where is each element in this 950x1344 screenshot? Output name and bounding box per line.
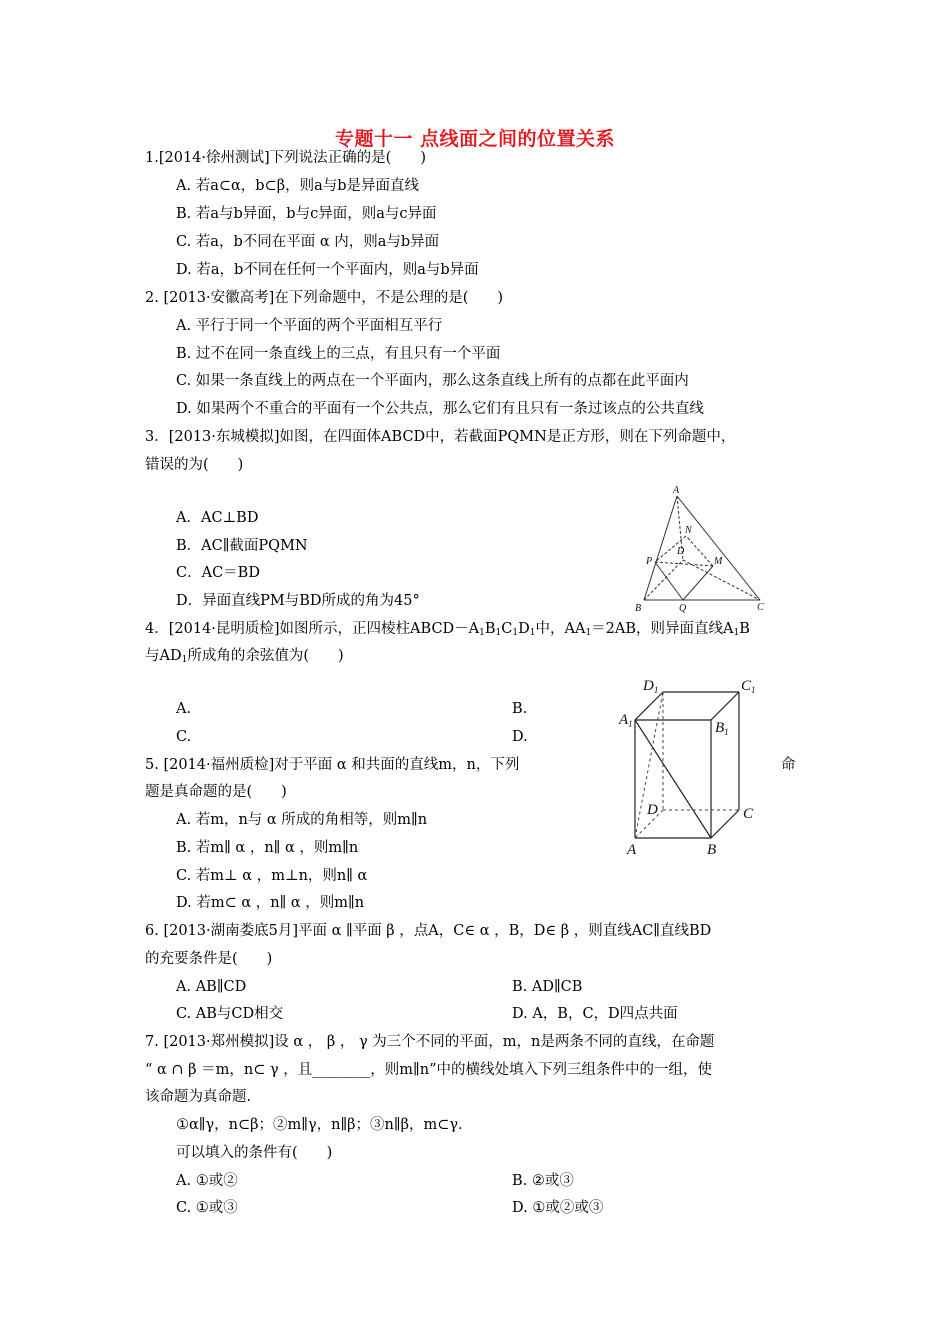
q3-option-d: D．异面直线PM与BD所成的角为45° <box>176 593 420 609</box>
q3-stem-line2: 错误的为( ) <box>145 457 244 473</box>
tetrahedron-figure <box>630 482 770 614</box>
edge-bc <box>711 810 739 838</box>
q7-option-c: C. ①或③ <box>176 1200 238 1216</box>
label-p: P <box>646 556 653 567</box>
q4-text: D <box>518 621 530 637</box>
section-mn <box>686 536 713 566</box>
q4-text: C <box>501 621 513 637</box>
subscript: 1 <box>529 628 536 638</box>
subscript: 1 <box>733 628 740 638</box>
q6-option-c: C. AB与CD相交 <box>176 1006 284 1022</box>
q7-ask: 可以填入的条件有( ) <box>176 1145 333 1161</box>
label-n: N <box>685 525 692 536</box>
label-b1: $B_1$ <box>715 720 729 737</box>
q4-text: B <box>484 621 496 637</box>
q1-option-b: B. 若a与b异面，b与c异面，则a与c异面 <box>176 206 437 222</box>
document-title: 专题十一 点线面之间的位置关系 <box>334 128 616 150</box>
q5-option-c: C. 若m⊥ α ，m⊥n，则n∥ α <box>176 868 368 884</box>
q7-option-b: B. ②或③ <box>512 1173 574 1189</box>
q4-text: 所成角的余弦值为( ) <box>187 648 344 664</box>
q2-option-c: C. 如果一条直线上的两点在一个平面内，那么这条直线上所有的点都在此平面内 <box>176 373 689 389</box>
q7-stem-line2: “ α ∩ β ＝m，n⊂ γ ，且________，则m∥n”中的横线处填入下列三组条件中的一组，使 <box>145 1062 712 1078</box>
q2-option-b: B. 过不在同一条直线上的三点，有且只有一个平面 <box>176 346 501 362</box>
q1-option-a: A. 若a⊂α，b⊂β，则a与b是异面直线 <box>176 178 420 194</box>
q1-option-d: D. 若a，b不同在任何一个平面内，则a与b异面 <box>176 262 479 278</box>
q4-text: 4．[2014·昆明质检]如图所示，正四棱柱ABCD－A <box>145 621 480 637</box>
label-a: A <box>673 485 680 496</box>
q5-stem-line1-end: 命 <box>781 757 796 773</box>
q1-stem: 1.[2014·徐州测试]下列说法正确的是( ) <box>145 150 426 166</box>
q4-stem-line2 <box>145 646 344 670</box>
q4-stem-line1 <box>145 619 750 643</box>
section-pq <box>655 562 683 600</box>
subscript: 1 <box>495 628 502 638</box>
label-b: B <box>707 842 717 858</box>
edge-d1a1 <box>635 692 663 720</box>
subscript: 1 <box>479 628 485 638</box>
q7-stem-line3: 该命题为真命题. <box>145 1089 252 1105</box>
q6-stem-line1: 6. [2013·湖南娄底5月]平面 α ∥平面 β ，点A，C∈ α ，B，D∈ β ，则直线AC∥直线BD <box>145 923 712 939</box>
q7-option-a: A. ①或② <box>176 1173 238 1189</box>
q6-option-d: D. A，B，C，D四点共面 <box>512 1006 678 1022</box>
q5-option-d: D. 若m⊂ α ，n∥ α ，则m∥n <box>176 895 365 911</box>
q3-option-c: C．AC＝BD <box>176 565 260 581</box>
q5-stem-line2: 题是真命题的是( ) <box>145 784 287 800</box>
label-b: B <box>635 603 642 614</box>
q4-text: B <box>739 621 750 637</box>
q6-option-a: A. AB∥CD <box>176 979 247 995</box>
q3-option-b: B．AC∥截面PQMN <box>176 538 308 554</box>
edge-ac <box>677 496 760 600</box>
q2-stem: 2. [2013·安徽高考]在下列命题中，不是公理的是( ) <box>145 290 504 306</box>
q1-option-c: C. 若a，b不同在平面 α 内，则a与b异面 <box>176 234 440 250</box>
q6-option-b: B. AD∥CB <box>512 979 583 995</box>
subscript: 1 <box>512 628 519 638</box>
q4-option-d: D. <box>512 729 528 745</box>
prism-figure <box>615 674 775 860</box>
label-d: D <box>677 546 685 557</box>
q2-option-d: D. 如果两个不重合的平面有一个公共点，那么它们有且只有一条过该点的公共直线 <box>176 401 704 417</box>
label-c1: $C_1$ <box>741 678 756 695</box>
label-q: Q <box>679 603 687 614</box>
label-d: D <box>647 802 658 818</box>
q4-option-c: C. <box>176 729 192 745</box>
label-a1: $A_1$ <box>619 712 633 729</box>
q4-text: 与AD <box>145 648 182 664</box>
edge-b1c1 <box>711 692 739 720</box>
label-m: M <box>714 556 723 567</box>
q4-option-b: B. <box>512 701 528 717</box>
q5-option-a: A. 若m，n与 α 所成的角相等，则m∥n <box>176 812 428 828</box>
q3-stem-line1: 3．[2013·东城模拟]如图，在四面体ABCD中，若截面PQMN是正方形，则在下列命题中， <box>145 429 736 445</box>
q7-option-d: D. ①或②或③ <box>512 1200 604 1216</box>
q4-text: 中，AA <box>535 621 586 637</box>
q4-option-a: A. <box>176 701 192 717</box>
q2-option-a: A. 平行于同一个平面的两个平面相互平行 <box>176 318 443 334</box>
q5-stem-line1: 5. [2014·福州质检]对于平面 α 和共面的直线m，n，下列 <box>145 757 520 773</box>
q6-stem-line2: 的充要条件是( ) <box>145 951 273 967</box>
label-c: C <box>757 602 764 613</box>
q7-stem-line1: 7. [2013·郑州模拟]设 α ， β ， γ 为三个不同的平面，m，n是两条不同的直线，在命题 <box>145 1034 715 1050</box>
label-d1: $D_1$ <box>643 678 659 695</box>
q7-conditions: ①α∥γ，n⊂β；②m∥γ，n∥β；③n∥β，m⊂γ. <box>176 1117 463 1133</box>
label-c: C <box>743 806 754 822</box>
diagonal-pm <box>655 562 713 566</box>
q3-option-a: A．AC⊥BD <box>176 510 259 526</box>
q4-text: ＝2AB，则异面直线A <box>591 621 734 637</box>
section-qm <box>683 566 713 600</box>
label-a: A <box>627 842 637 858</box>
q5-option-b: B. 若m∥ α ，n∥ α ，则m∥n <box>176 840 359 856</box>
subscript: 1 <box>585 628 592 638</box>
subscript: 1 <box>181 655 188 665</box>
